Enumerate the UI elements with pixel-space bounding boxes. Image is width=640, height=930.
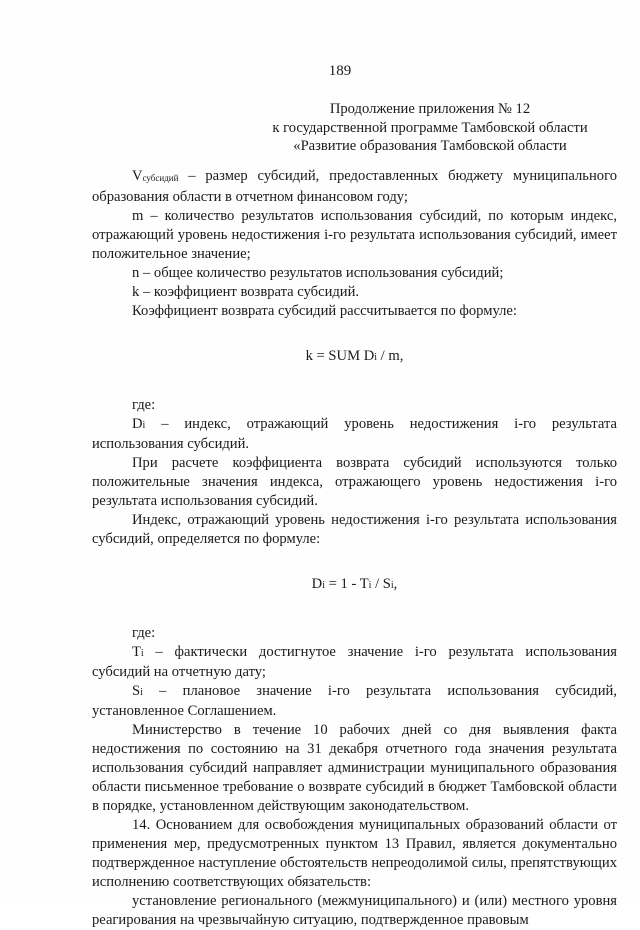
paragraph-positive-values: При расчете коэффициента возврата субсидий используются только положительные значения индекса, отражающего уровень недостижения i-го результата использования субсидий.: [92, 455, 617, 509]
formula-k-part-b: / m,: [377, 348, 404, 364]
s-definition-text: – плановое значение i-го результата использования субсидий, установленное Соглашением.: [92, 683, 617, 719]
t-definition-text: – фактически достигнутое значение i-го результата использования субсидий на отчетную дату;: [92, 644, 617, 680]
paragraph-formula-intro-2: Индекс, отражающий уровень недостижения i-го результата использования субсидий, определяется по формуле:: [92, 512, 617, 547]
formula-d-subscript-1: i: [322, 580, 325, 591]
formula-d-part-a: D: [311, 576, 323, 592]
header-line-3: «Развитие образования Тамбовской области: [293, 138, 567, 154]
var-v: V: [132, 168, 143, 184]
where-label-1: где:: [132, 397, 156, 413]
var-d-subscript: i: [142, 420, 146, 431]
formula-d-subscript-2: i: [368, 580, 372, 591]
where-label-2: где:: [132, 625, 156, 641]
document-body: [92, 167, 617, 930]
paragraph-m-definition: m – количество результатов использования субсидий, по которым индекс, отражающий уровень недостижения i-го результата использования субсидий, имеет положительное значение;: [92, 208, 617, 262]
paragraph-formula-intro-1: Коэффициент возврата субсидий рассчитывается по формуле:: [132, 303, 517, 319]
formula-d-subscript-3: i: [390, 580, 394, 591]
d-definition-text: – индекс, отражающий уровень недостижения i-го результата использования субсидий.: [92, 416, 617, 452]
paragraph-n-definition: n – общее количество результатов использования субсидий;: [132, 265, 504, 281]
var-v-subscript: субсидий: [142, 173, 179, 183]
paragraph-t-definition: [92, 643, 617, 682]
header-line-1: Продолжение приложения № 12: [329, 101, 531, 117]
paragraph-14-exemption: 14. Основанием для освобождения муниципальных образований области от применения мер, предусмотренных пунктом 13 Правил, является документально подтвержденное наступление обстоятельств непреодолимой силы, препятствующих исполнению соответствующих обязательств:: [92, 817, 617, 890]
formula-d-part-d: ,: [393, 576, 398, 592]
formula-d-part-c: / S: [371, 576, 391, 592]
var-s: S: [132, 683, 141, 699]
formula-k: [92, 347, 617, 367]
v-definition-text: – размер субсидий, предоставленных бюджету муниципального образования области в отчетном финансовом году;: [92, 168, 617, 205]
paragraph-s-definition: [92, 682, 617, 721]
var-t: T: [132, 644, 141, 660]
paragraph-ministry-requirement: Министерство в течение 10 рабочих дней со дня выявления факта недостижения по состоянию на 31 декабря отчетного года значения результата использования субсидий направляет администрации муниципального образования области письменное требование о возврате субсидий в бюджет Тамбовской области в порядке, установленном действующим законодательством.: [92, 722, 617, 814]
formula-k-part-a: k = SUM D: [305, 348, 375, 364]
appendix-header: [250, 100, 610, 156]
var-t-subscript: i: [140, 648, 144, 659]
header-line-2: к государственной программе Тамбовской области: [272, 119, 588, 136]
formula-d-part-b: = 1 - T: [325, 576, 369, 592]
formula-k-subscript: i: [374, 352, 378, 363]
var-s-subscript: i: [140, 687, 143, 698]
page-number: 189: [328, 63, 352, 79]
paragraph-v-definition: [92, 167, 617, 207]
paragraph-k-definition: k – коэффициент возврата субсидий.: [132, 284, 360, 300]
paragraph-emergency-level: установление регионального (межмуниципального) и (или) местного уровня реагирования на чрезвычайную ситуацию, подтвержденное правовым: [92, 893, 617, 928]
var-d: D: [132, 416, 143, 432]
paragraph-d-definition: [92, 415, 617, 454]
formula-d: [92, 575, 617, 595]
